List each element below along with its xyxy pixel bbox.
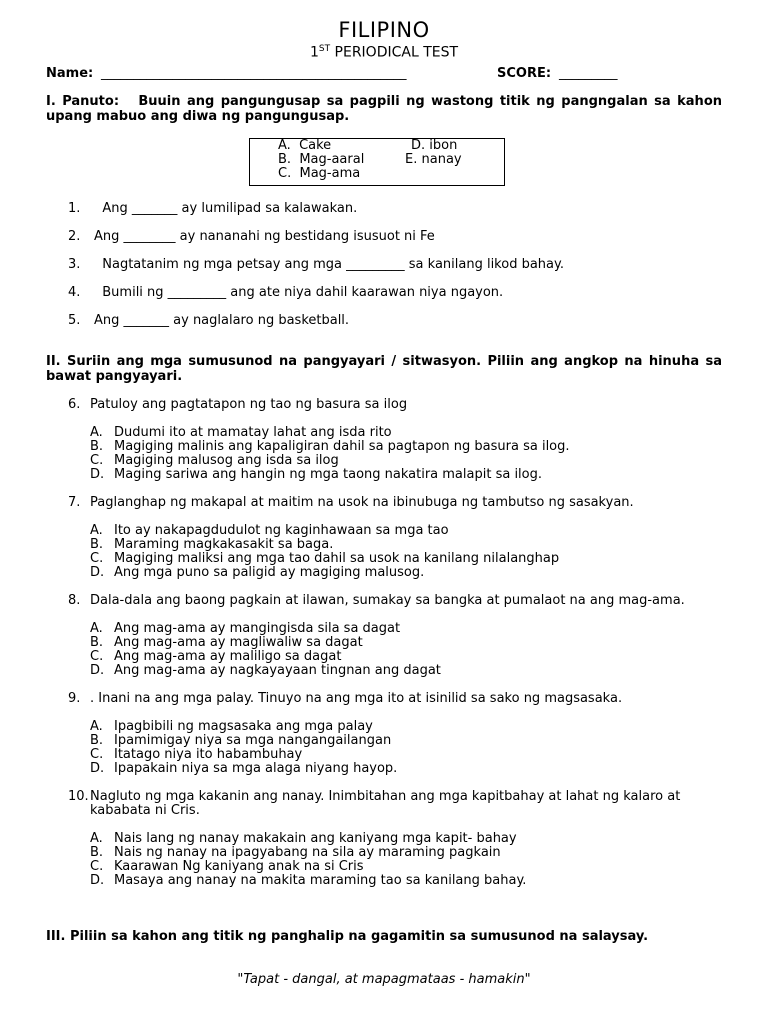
question-2: 2. Ang ________ ay nananahi ng bestidang isusuot ni Fe xyxy=(68,229,435,244)
footer-quote: "Tapat - dangal, at mapagmataas - hamakin" xyxy=(237,972,531,987)
option-7b: B. Maraming magkakasakit sa baga. xyxy=(90,537,334,552)
test-title: 1ST PERIODICAL TEST xyxy=(309,44,459,61)
option-9c: C. Itatago niya ito habambuhay xyxy=(90,747,303,762)
question-10: 10.Nagluto ng mga kakanin ang nanay. Inimbitahan ang mga kapitbahay at lahat ng kalaro at xyxy=(68,789,681,804)
option-8c: C. Ang mag-ama ay maliligo sa dagat xyxy=(90,649,342,664)
option-7d: D. Ang mga puno sa paligid ay magiging malusog. xyxy=(90,565,425,580)
option-8a: A. Ang mag-ama ay mangingisda sila sa dagat xyxy=(90,621,401,636)
question-6: 6. Patuloy ang pagtatapon ng tao ng basura sa ilog xyxy=(68,397,408,412)
option-10a: A. Nais lang ng nanay makakain ang kaniyang mga kapit- bahay xyxy=(90,831,517,846)
question-4: 4. Bumili ng _________ ang ate niya dahil kaarawan niya ngayon. xyxy=(68,285,504,300)
question-9: 9. . Inani na ang mga palay. Tinuyo na ang mga ito at isinilid sa sako ng magsasaka. xyxy=(68,691,623,706)
name-label: Name: xyxy=(46,66,94,81)
option-8b: B. Ang mag-ama ay magliwaliw sa dagat xyxy=(90,635,363,650)
option-9d: D. Ipapakain niya sa mga alaga niyang hayop. xyxy=(90,761,398,776)
part1-instructions: I. Panuto: Buuin ang pangungusap sa pagpili ng wastong titik ng pangngalan sa kahon upang mabuo ang diwa ng pangungusap. xyxy=(46,94,723,124)
option-9a: A. Ipagbibili ng magsasaka ang mga palay xyxy=(90,719,373,734)
question-8: 8. Dala-dala ang baong pagkain at ilawan, sumakay sa bangka at pumalaot na ang mag-ama. xyxy=(68,593,685,608)
question-5: 5. Ang _______ ay naglalaro ng basketball. xyxy=(68,313,350,328)
choice-b: B. Mag-aaral xyxy=(278,152,365,167)
question-10-cont: kababata ni Cris. xyxy=(90,803,200,818)
subject-title: FILIPINO xyxy=(338,18,430,42)
part2-instructions: II. Suriin ang mga sumusunod na pangyayari / sitwasyon. Piliin ang angkop na hinuha sa bawat pangyayari. xyxy=(46,354,722,384)
score-label: SCORE: xyxy=(497,66,552,81)
option-6d: D. Maging sariwa ang hangin ng mga taong nakatira malapit sa ilog. xyxy=(90,467,543,482)
question-1: 1. Ang _______ ay lumilipad sa kalawakan. xyxy=(68,201,358,216)
choice-e: E. nanay xyxy=(405,152,462,167)
part3-instructions: III. Piliin sa kahon ang titik ng panghalip na gagamitin sa sumusunod na salaysay. xyxy=(46,929,649,944)
option-6b: B. Magiging malinis ang kapaligiran dahil sa pagtapon ng basura sa ilog. xyxy=(90,439,570,454)
option-9b: B. Ipamimigay niya sa mga nangangailangan xyxy=(90,733,392,748)
choice-d: D. ibon xyxy=(411,138,458,153)
option-10d: D. Masaya ang nanay na makita maraming tao sa kanilang bahay. xyxy=(90,873,527,888)
question-7: 7. Paglanghap ng makapal at maitim na usok na ibinubuga ng tambutso ng sasakyan. xyxy=(68,495,634,510)
option-6a: A. Dudumi ito at mamatay lahat ang isda rito xyxy=(90,425,392,440)
choice-a: A. Cake xyxy=(278,138,332,153)
option-8d: D. Ang mag-ama ay nagkayayaan tingnan ang dagat xyxy=(90,663,441,678)
option-6c: C. Magiging malusog ang isda sa ilog xyxy=(90,453,339,468)
choice-c: C. Mag-ama xyxy=(278,166,361,181)
option-7a: A. Ito ay nakapagdudulot ng kaginhawaan sa mga tao xyxy=(90,523,449,538)
option-10b: B. Nais ng nanay na ipagyabang na sila ay maraming pagkain xyxy=(90,845,501,860)
question-3: 3. Nagtatanim ng mga petsay ang mga _________ sa kanilang likod bahay. xyxy=(68,257,564,272)
option-10c: C. Kaarawan Ng kaniyang anak na si Cris xyxy=(90,859,364,874)
score-line: _________ xyxy=(559,66,618,81)
option-7c: C. Magiging maliksi ang mga tao dahil sa usok na kanilang nilalanghap xyxy=(90,551,560,566)
name-line: _______________________________________________ xyxy=(101,66,407,81)
